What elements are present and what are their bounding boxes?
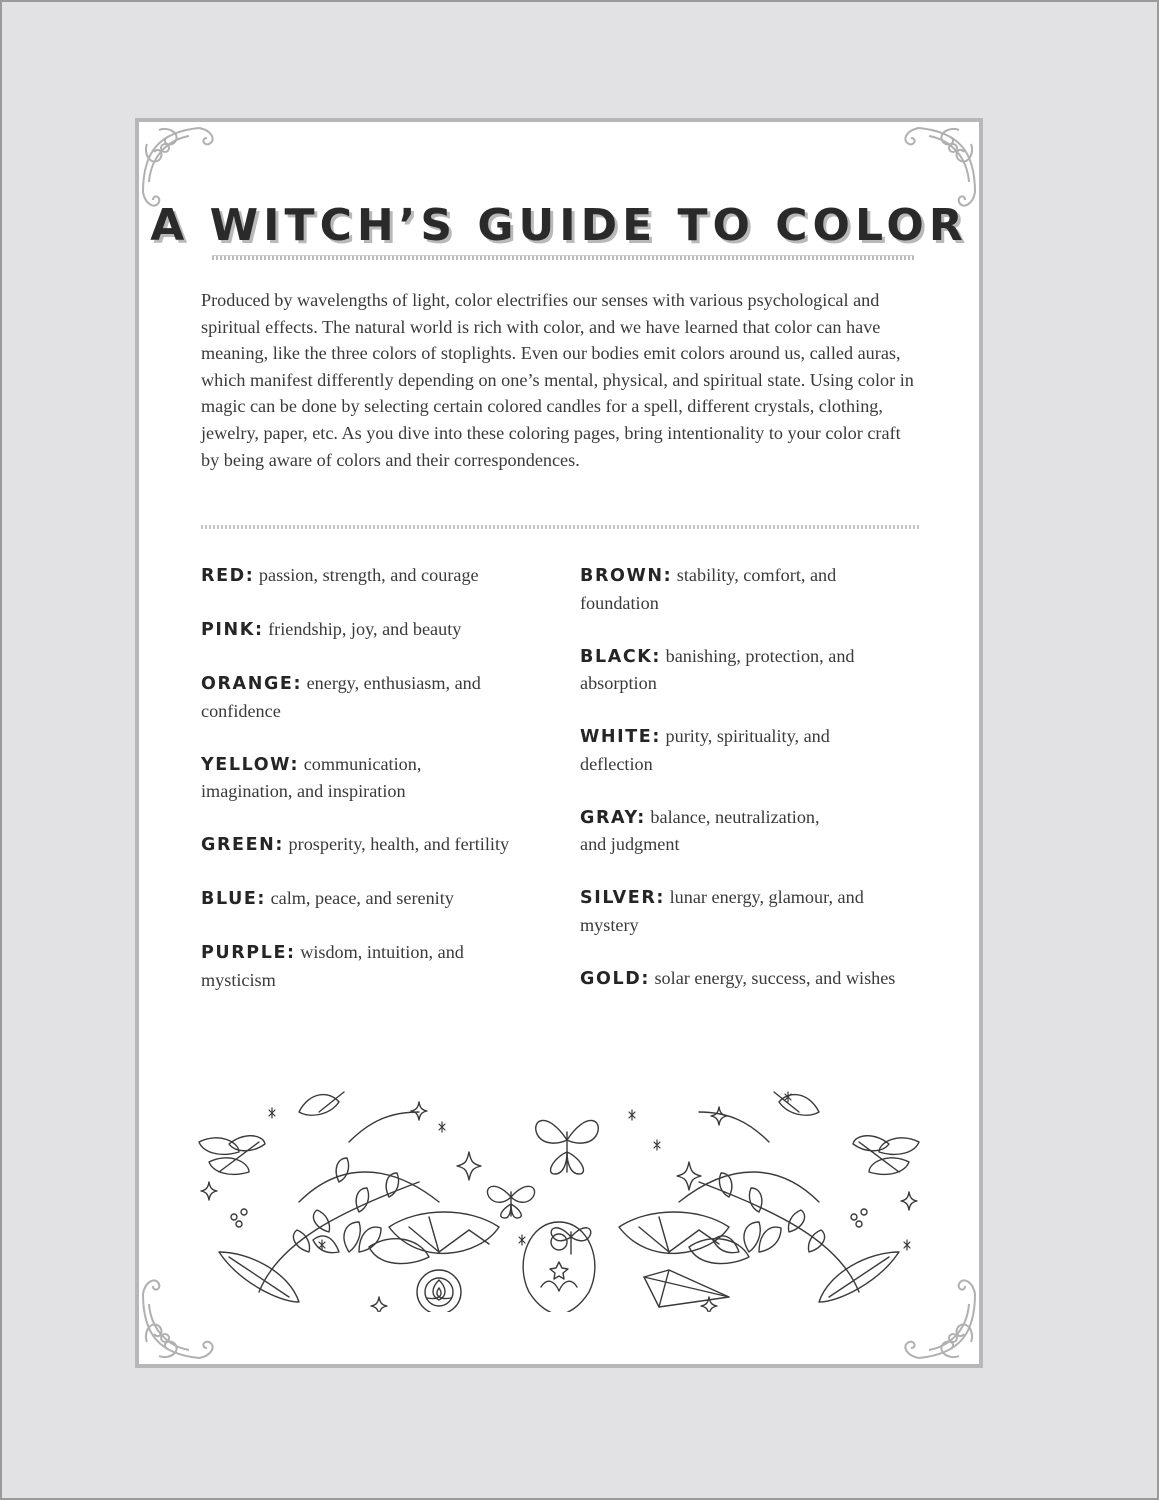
color-list-right <box>580 562 930 1019</box>
color-entry-red <box>201 562 571 590</box>
color-entry-blue <box>201 885 571 913</box>
color-name: GOLD: <box>580 968 650 989</box>
color-name: BLACK: <box>580 646 662 667</box>
intro-paragraph: Produced by wavelengths of light, color electrifies our senses with various psychological and spiritual effects. The natural world is rich with color, and we have learned that color can have meaning, like the three colors of stoplights. Even our bodies emit colors around us, called auras, which manifest differently depending on one’s mental, physical, and spiritual state. Using color in magic can be done by selecting certain colored candles for a spell, different crystals, clothing, jewelry, paper, etc. As you dive into these coloring pages, bring intentionality to your color craft by being aware of colors and their correspondences. <box>201 290 914 470</box>
triquetra-icon <box>417 1270 461 1312</box>
flower-icon <box>231 1209 381 1253</box>
color-meaning: calm, peace, and serenity <box>270 888 454 908</box>
page-title: A WITCH’S GUIDE TO COLOR <box>150 200 968 251</box>
color-entry-pink <box>201 616 571 644</box>
color-name: GREEN: <box>201 835 284 855</box>
color-name: YELLOW: <box>201 754 300 775</box>
color-name: ORANGE: <box>201 674 303 694</box>
color-list-left <box>201 562 571 1020</box>
color-meaning: prosperity, health, and fertility <box>288 834 510 854</box>
color-name: BLUE: <box>201 889 267 909</box>
planchette-icon <box>523 1222 595 1312</box>
color-name: SILVER: <box>580 888 666 908</box>
color-entry-orange <box>201 670 491 724</box>
sparkle-icon <box>269 1092 910 1250</box>
color-entry-silver <box>580 884 870 938</box>
color-entry-white <box>580 723 840 777</box>
flower-icon <box>713 1209 867 1253</box>
color-entry-black <box>580 643 870 697</box>
leaf-branch-icon <box>679 1092 919 1302</box>
color-name: RED: <box>201 566 255 586</box>
color-meaning: solar energy, success, and wishes <box>654 967 896 988</box>
color-name: BROWN: <box>580 566 673 586</box>
crystal-icon <box>369 1212 499 1264</box>
section-divider <box>201 525 919 529</box>
color-name: WHITE: <box>580 727 661 747</box>
color-entry-yellow <box>201 751 451 805</box>
color-meaning: energy, enthusiasm, and confidence <box>201 673 481 721</box>
botanical-illustration <box>189 1052 929 1312</box>
color-meaning: stability, comfort, and foundation <box>580 565 837 613</box>
color-meaning: purity, spirituality, and deflection <box>580 726 830 774</box>
color-name: PURPLE: <box>201 943 296 963</box>
color-meaning: friendship, joy, and beauty <box>268 619 462 639</box>
color-entry-gold <box>580 965 930 993</box>
butterfly-icon <box>487 1186 534 1218</box>
color-meaning: wisdom, intuition, and mysticism <box>201 942 464 990</box>
color-meaning: passion, strength, and courage <box>258 565 479 585</box>
sparkle-icon <box>201 1102 917 1312</box>
leaf-branch-icon <box>199 1092 439 1302</box>
crystal-icon <box>644 1270 729 1307</box>
color-name: PINK: <box>201 620 264 640</box>
color-entry-purple <box>201 939 501 993</box>
color-entry-gray <box>580 804 850 858</box>
coloring-page-card <box>135 118 983 1368</box>
color-meaning: banishing, protection, and absorption <box>580 645 855 693</box>
butterfly-icon <box>536 1120 599 1174</box>
color-entry-green <box>201 831 571 859</box>
color-meaning: balance, neutralization, and judgment <box>580 806 820 854</box>
color-name: GRAY: <box>580 807 646 828</box>
title-divider <box>212 255 914 260</box>
color-meaning: lunar energy, glamour, and mystery <box>580 887 864 935</box>
color-entry-brown <box>580 562 840 616</box>
color-meaning: communication, imagination, and inspiration <box>201 753 422 801</box>
